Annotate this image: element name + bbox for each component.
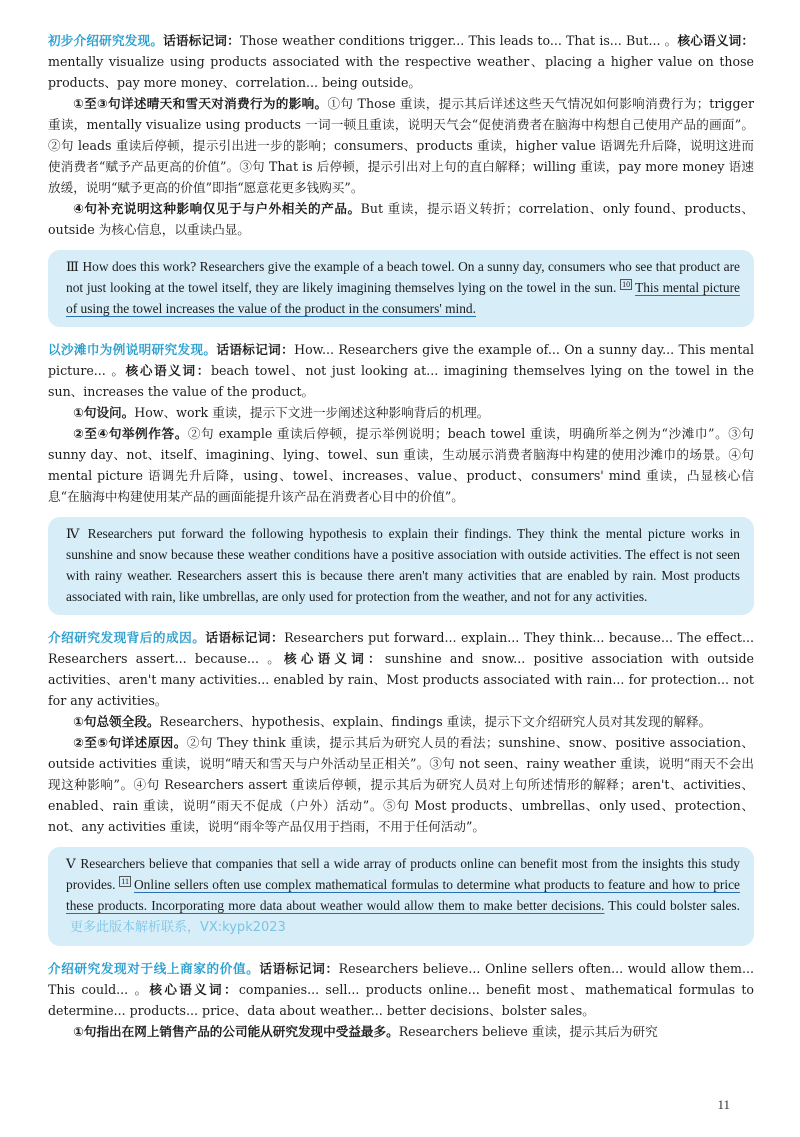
label: 话语标记词：: [216, 342, 295, 357]
underlined-sentence: Online sellers often use complex mathematical formulas to determine what products to feature and how to price these products. Incorporating more data about weather would allow them to make better decisions.: [66, 877, 740, 913]
analysis-paragraph: [48, 198, 754, 240]
text: companies... sell... products online... benefit most、mathematical formulas to determine... products... price、data about weather... better decisions、bolster sales。: [48, 982, 755, 1018]
subheading: ①至③句详述晴天和雪天对消费行为的影响。: [73, 96, 328, 111]
passage-text: This could bolster sales.: [608, 898, 740, 913]
text: Researchers believe... Online sellers often... would allow them... This could... 。: [48, 961, 755, 997]
subheading: ②至⑤句详述原因。: [73, 735, 187, 750]
analysis-paragraph: [48, 93, 754, 198]
text: ②句 example 重读后停顿，提示举例说明；beach towel 重读，明确所举之例为“沙滩巾”。③句 sunny day、not、itself、imagining、lying、towel、sun 重读，生动展示消费者脑海中构建的使用沙滩巾的场景。④句 mental picture 语调先升后降，using、towel、increases、value、product、consumers' mind 重读，凸显核心信息“在脑海中构建使用某产品的画面能提升该产品在消费者心目中的价值”。: [48, 426, 755, 504]
text: ①句 Those 重读，提示其后详述这些天气情况如何影响消费行为；trigger 重读，mentally visualize using products 一词一顿且重读，说明天气会“促使消费者在脑海中构想自己使用产品的画面”。②句 leads 重读后停顿，提示引出进一步的影响；consumers、products 重读，higher value 语调先升后降，说明这进而使消费者“赋予产品更高的价值”。③句 That is 后停顿，提示引出对上句的直白解释；willing 重读，pay more money 语速放缓，说明“赋予更高的价值”即指“愿意花更多钱购买”。: [48, 96, 754, 195]
passage-text: Researchers believe that companies that sell a wide array of products online can benefit most from the insights this study provides.: [66, 856, 741, 892]
analysis-paragraph: [48, 339, 754, 402]
text: Researchers、hypothesis、explain、findings 重读，提示下文介绍研究人员对其发现的解释。: [159, 714, 712, 729]
label: 核心语义词：: [125, 363, 211, 378]
label: 核心语义词：: [284, 651, 385, 666]
section-heading: 以沙滩巾为例说明研究发现。: [48, 342, 217, 357]
section-heading: 介绍研究发现背后的成因。: [48, 630, 206, 645]
text: mentally visualize using products associated with the respective weather、placing a higher value on those products、pay more money、correlation... being outside。: [48, 54, 754, 90]
analysis-paragraph: [48, 423, 754, 507]
text: Researchers believe 重读，提示其后为研究: [398, 1024, 658, 1039]
text: How、work 重读，提示下文进一步阐述这种影响背后的机理。: [134, 405, 490, 420]
analysis-paragraph: [48, 958, 754, 1021]
text: sunshine and snow... positive association with outside activities、aren't many activities... enabled by rain、Most products associated with rain... for protection... not for any activities。: [48, 651, 754, 708]
subheading: ①句总领全段。: [73, 714, 160, 729]
label: 话语标记词：: [205, 630, 285, 645]
text: How... Researchers give the example of... On a sunny day... This mental picture... 。: [48, 342, 755, 378]
sentence-marker: 11: [121, 876, 129, 886]
analysis-paragraph: [48, 627, 754, 711]
label: 核心语义词：: [149, 982, 239, 997]
paragraph-number: Ⅲ: [66, 259, 80, 274]
subheading: ①句指出在网上销售产品的公司能从研究发现中受益最多。: [73, 1024, 399, 1039]
passage-text: Researchers put forward the following hypothesis to explain their findings. They think the mental picture works in sunshine and snow because these weather conditions have a positive association with outside activities. The effect is not seen with rainy weather. Researchers assert this is because there aren't many activities that are enabled by rain. Most products associated with rain, like umbrellas, are only used for protection from the weather, and not for any activities.: [66, 526, 740, 604]
paragraph-number: Ⅴ: [66, 856, 77, 871]
analysis-paragraph: [48, 711, 754, 732]
page-body: [48, 30, 754, 1042]
subheading: ②至④句举例作答。: [73, 426, 188, 441]
paragraph-number: Ⅳ: [66, 526, 82, 541]
text: But 重读，提示语义转折；correlation、only found、products、outside 为核心信息，以重读凸显。: [48, 201, 754, 237]
section-heading: 初步介绍研究发现。: [48, 33, 164, 48]
passage-box: [48, 847, 754, 946]
text: ②句 They think 重读，提示其后为研究人员的看法；sunshine、snow、positive association、outside activities 重读，说明“晴天和雪天与户外活动呈正相关”。③句 not seen、rainy weather 重读，说明“雨天不会出现这种影响”。④句 Researchers assert 重读后停顿，提示其后为研究人员对上句所述情形的解释；aren't、activities、enabled、rain 重读，说明“雨天不促成（户外）活动”。⑤句 Most products、umbrellas、only used、protection、not、any activities 重读，说明“雨伞等产品仅用于挡雨，不用于任何活动”。: [48, 735, 754, 834]
watermark-text: 更多此版本解析联系，VX:kypk2023: [70, 920, 286, 935]
analysis-paragraph: [48, 30, 754, 93]
subheading: ①句设问。: [73, 405, 135, 420]
subheading: ④句补充说明这种影响仅见于与户外相关的产品。: [73, 201, 361, 216]
passage-text: How does this work? Researchers give the example of a beach towel. On a sunny day, consumers who see that product are not just looking at the towel itself, they are likely imagining themselves lying on the towel in the sun.: [66, 259, 740, 295]
underlined-sentence: This mental picture of using the towel increases the value of the product in the consumers' mind.: [66, 280, 740, 316]
sentence-marker: 10: [622, 279, 631, 289]
passage-box: [48, 250, 754, 327]
label: 核心语义词：: [677, 33, 755, 48]
passage-box: [48, 517, 754, 615]
label: 话语标记词：: [163, 33, 240, 48]
section-heading: 介绍研究发现对于线上商家的价值。: [48, 961, 260, 976]
analysis-paragraph: [48, 402, 754, 423]
page-number: 11: [717, 1097, 730, 1112]
text: Researchers put forward... explain... They think... because... The effect... Researchers assert... because... 。: [48, 630, 754, 666]
text: beach towel、not just looking at... imagining themselves lying on the towel in the sun、increases the value of the product。: [48, 363, 754, 399]
text: Those weather conditions trigger... This leads to... That is... But... 。: [239, 33, 678, 48]
analysis-paragraph: [48, 1021, 754, 1042]
analysis-paragraph: [48, 732, 754, 837]
label: 话语标记词：: [259, 961, 339, 976]
